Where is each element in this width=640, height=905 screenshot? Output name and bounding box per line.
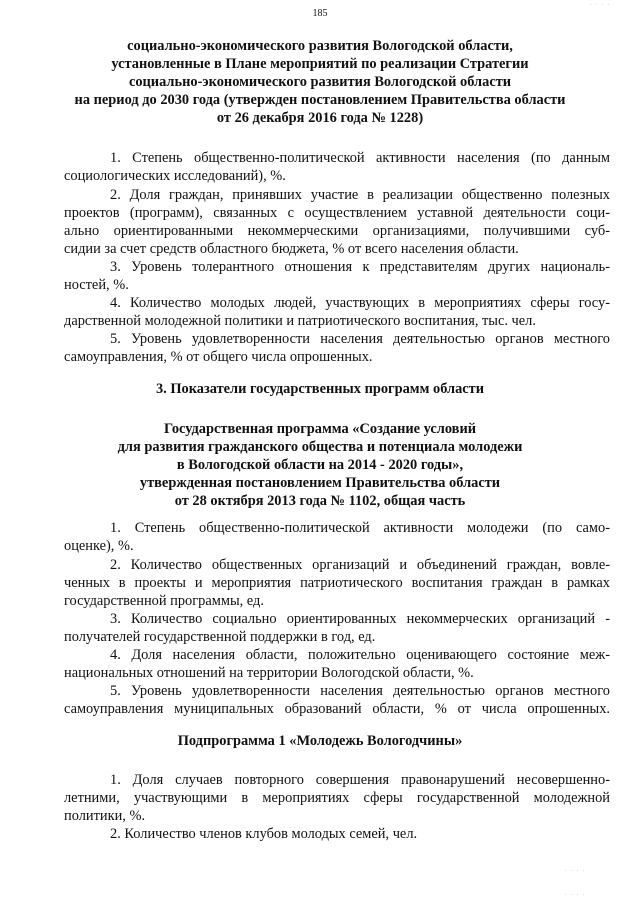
list-item-continuation: социологических исследований), %. xyxy=(64,168,286,184)
list-item-continuation: сидии за счет средств областного бюджета, % от всего населения области. xyxy=(64,241,519,257)
program-title-line: Государственная программа «Создание условий xyxy=(163,421,477,437)
list-item: 1. Доля случаев повторного совершения правонарушений несовершенно- xyxy=(110,772,610,788)
list-item: 2. Количество членов клубов молодых семей, чел. xyxy=(110,826,418,842)
list-item-continuation: политики, %. xyxy=(64,808,146,824)
list-item-continuation: государственной программы, ед. xyxy=(64,593,264,609)
heading-line: установленные в Плане мероприятий по реализации Стратегии xyxy=(111,56,529,72)
heading-line: социально-экономического развития Вологодской области, xyxy=(127,38,513,54)
list-item-continuation: получателей государственной поддержки в год, ед. xyxy=(64,629,376,645)
scan-mark-icon: · · · · xyxy=(565,868,586,875)
list-item: 2. Доля граждан, принявших участие в реализации общественно полезных xyxy=(110,187,610,203)
list-item-continuation: самоуправления муниципальных образований области, % от числа опрошенных. xyxy=(64,701,610,717)
list-item-continuation: ально ориентированными некоммерческими организациями, получившими суб- xyxy=(64,223,610,239)
list-item-continuation: ностей, %. xyxy=(64,277,129,293)
heading-line: на период до 2030 года (утвержден постановлением Правительства области xyxy=(74,92,566,108)
list-item-continuation: национальных отношений на территории Вологодской области, %. xyxy=(64,665,474,681)
list-item-continuation: оценке), %. xyxy=(64,538,134,554)
list-item: 2. Количество общественных организаций и объединений граждан, вовле- xyxy=(110,557,610,573)
page-number: 185 xyxy=(312,8,328,19)
subprogram-title: Подпрограмма 1 «Молодежь Вологодчины» xyxy=(177,733,463,749)
program-title-line: для развития гражданского общества и потенциала молодежи xyxy=(117,439,523,455)
program-title-line: в Вологодской области на 2014 - 2020 годы», xyxy=(176,457,464,473)
list-item: 1. Степень общественно-политической активности населения (по данным xyxy=(110,150,610,166)
list-item-continuation: летними, участвующими в мероприятиях сферы государственной молодежной xyxy=(64,790,610,806)
list-item: 5. Уровень удовлетворенности населения деятельностью органов местного xyxy=(110,683,610,699)
list-item: 3. Количество социально ориентированных некоммерческих организаций - xyxy=(110,611,610,627)
list-item: 3. Уровень толерантного отношения к представителям других националь- xyxy=(110,259,610,275)
list-item-continuation: самоуправления, % от общего числа опрошенных. xyxy=(64,349,373,365)
scan-mark-icon: · · · · xyxy=(590,2,611,9)
heading-line: от 26 декабря 2016 года № 1228) xyxy=(216,110,424,126)
list-item-continuation: дарственной молодежной политики и патриотического воспитания, тыс. чел. xyxy=(64,313,536,329)
heading-line: социально-экономического развития Вологодской области xyxy=(128,74,512,90)
list-item: 4. Количество молодых людей, участвующих в мероприятиях сферы госу- xyxy=(110,295,610,311)
list-item-continuation: ченных в проекты и мероприятия патриотического воспитания граждан в рамках xyxy=(64,575,610,591)
list-item: 1. Степень общественно-политической активности молодежи (по само- xyxy=(110,520,610,536)
section-title: 3. Показатели государственных программ области xyxy=(155,381,485,397)
list-item: 5. Уровень удовлетворенности населения деятельностью органов местного xyxy=(110,331,610,347)
list-item: 4. Доля населения области, положительно оценивающего состояние меж- xyxy=(110,647,610,663)
scan-mark-icon: · · · · xyxy=(565,892,586,899)
list-item-continuation: проектов (программ), связанных с осуществлением уставной деятельности соци- xyxy=(64,205,610,221)
program-title-line: от 28 октября 2013 года № 1102, общая часть xyxy=(174,493,466,509)
program-title-line: утвержденная постановлением Правительства области xyxy=(139,475,501,491)
